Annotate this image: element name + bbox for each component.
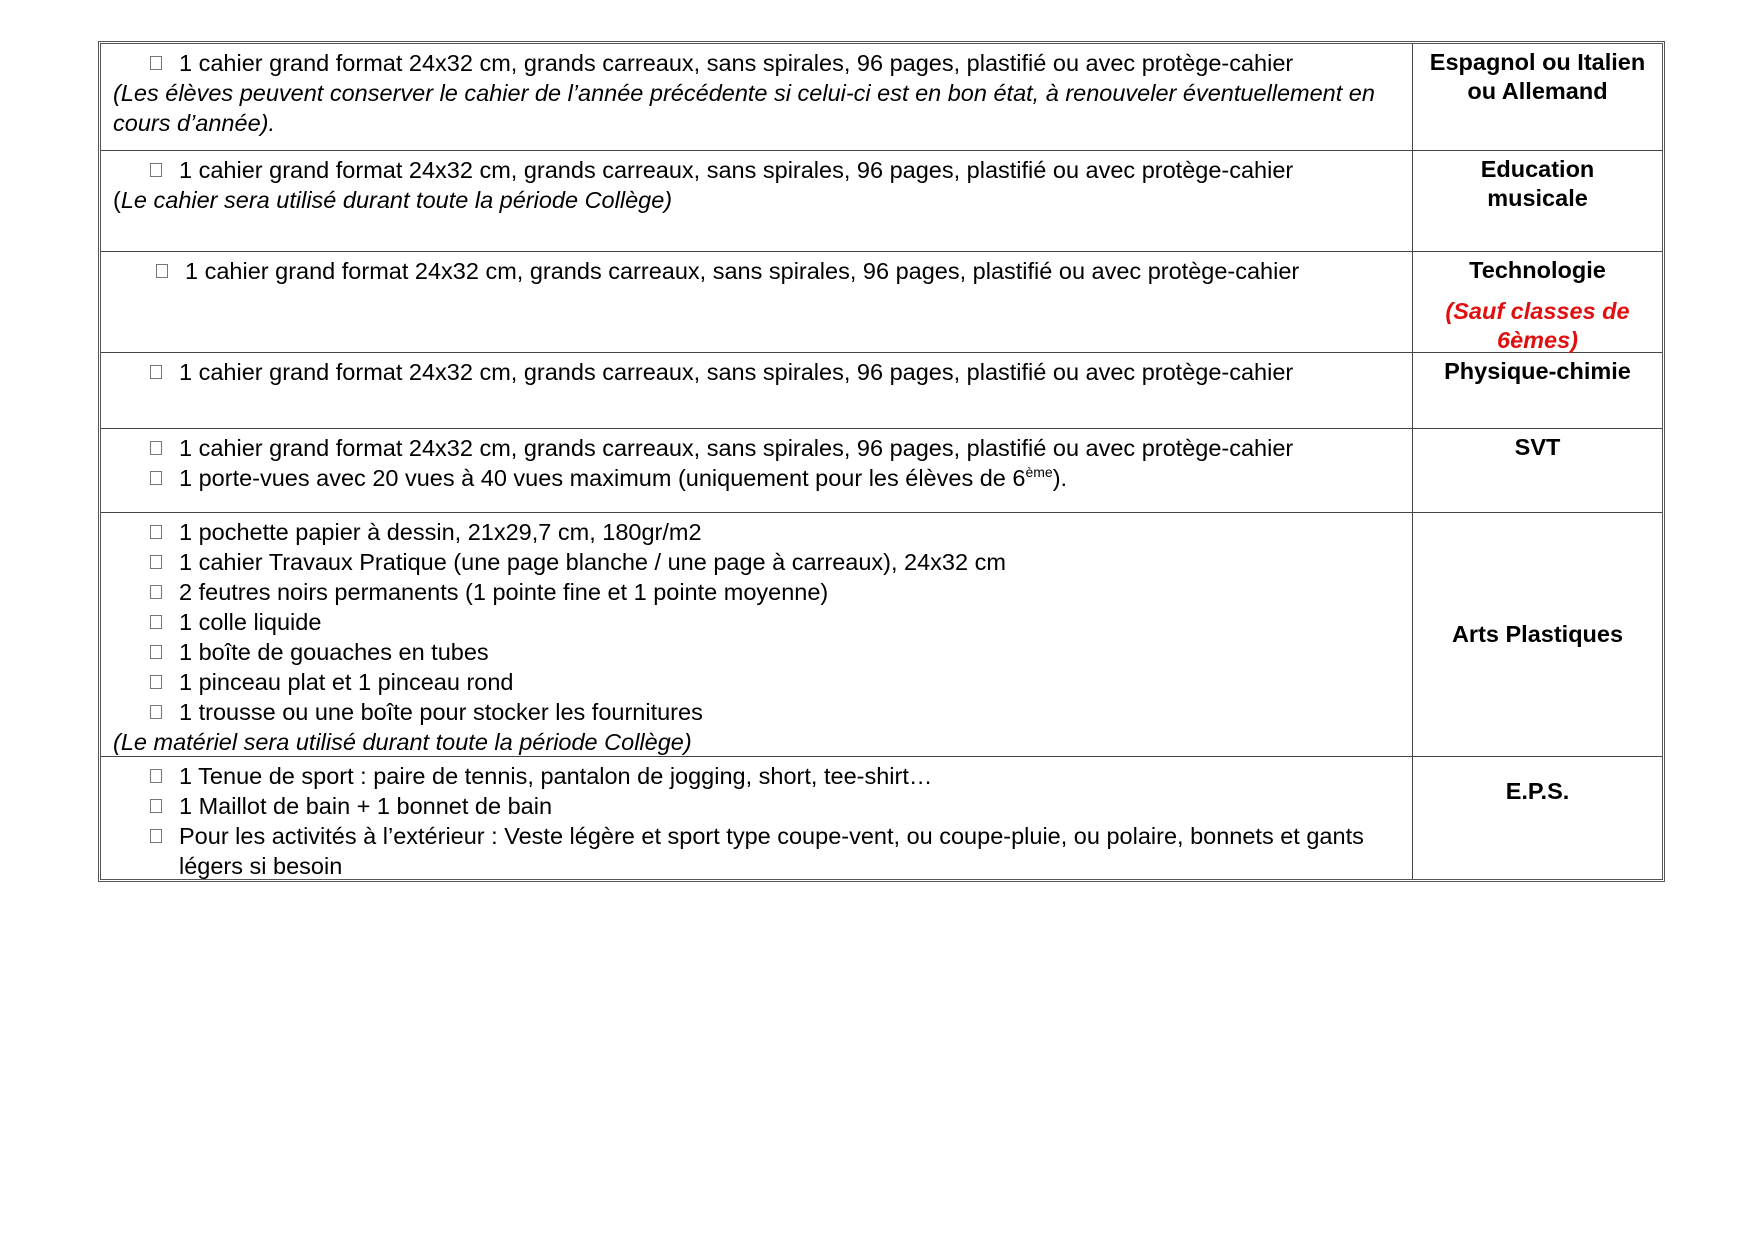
list-item: 2 feutres noirs permanents (1 pointe fine et 1 pointe moyenne) <box>113 577 1400 607</box>
checkbox-icon <box>156 264 168 278</box>
checkbox-icon <box>150 471 162 485</box>
checkbox-icon <box>150 441 162 455</box>
list-item: 1 cahier grand format 24x32 cm, grands carreaux, sans spirales, 96 pages, plastifié ou avec protège-cahier <box>113 48 1400 78</box>
table-row <box>101 757 1662 879</box>
subject-label: E.P.S. <box>1505 778 1570 804</box>
subject-label: Physique-chimie <box>1444 358 1631 384</box>
list-item: 1 cahier grand format 24x32 cm, grands carreaux, sans spirales, 96 pages, plastifié ou avec protège-cahier <box>113 357 1400 387</box>
list-item: 1 pochette papier à dessin, 21x29,7 cm, 180gr/m2 <box>113 517 1400 547</box>
checkbox-icon <box>150 705 162 719</box>
subject-label: Espagnol ou Italien ou Allemand <box>1429 49 1646 104</box>
subject-label: Education musicale <box>1480 156 1595 211</box>
list-item: 1 Tenue de sport : paire de tennis, pantalon de jogging, short, tee-shirt… <box>113 761 1400 791</box>
checkbox-icon <box>150 163 162 177</box>
supplies-cell <box>101 757 1413 879</box>
supplies-cell <box>101 252 1413 352</box>
supplies-cell <box>101 353 1413 428</box>
note-text: (Les élèves peuvent conserver le cahier de l’année précédente si celui-ci est en bon état, à renouveler éventuellement en cours d’année). <box>113 80 1375 136</box>
checkbox-icon <box>150 799 162 813</box>
table-row <box>101 353 1662 429</box>
checkbox-icon <box>150 675 162 689</box>
checkbox-icon <box>150 525 162 539</box>
checkbox-icon <box>150 645 162 659</box>
checkbox-icon <box>150 615 162 629</box>
table-row <box>101 252 1662 353</box>
supplies-table <box>98 41 1665 882</box>
list-item: 1 pinceau plat et 1 pinceau rond <box>113 667 1400 697</box>
subject-note: (Sauf classes de 6èmes) <box>1445 298 1630 353</box>
table-row <box>101 151 1662 252</box>
supplies-cell <box>101 151 1413 251</box>
table-row <box>101 429 1662 513</box>
list-item: 1 boîte de gouaches en tubes <box>113 637 1400 667</box>
checkbox-icon <box>150 555 162 569</box>
list-item: 1 cahier grand format 24x32 cm, grands carreaux, sans spirales, 96 pages, plastifié ou avec protège-cahier <box>113 433 1400 463</box>
list-item: 1 cahier grand format 24x32 cm, grands carreaux, sans spirales, 96 pages, plastifié ou avec protège-cahier <box>113 256 1400 286</box>
supplies-cell <box>101 513 1413 756</box>
subject-label: Technologie <box>1469 257 1606 283</box>
checkbox-icon <box>150 769 162 783</box>
list-item: 1 cahier grand format 24x32 cm, grands carreaux, sans spirales, 96 pages, plastifié ou avec protège-cahier <box>113 155 1400 185</box>
table-row <box>101 513 1662 757</box>
list-item: 1 cahier Travaux Pratique (une page blanche / une page à carreaux), 24x32 cm <box>113 547 1400 577</box>
checkbox-icon <box>150 56 162 70</box>
note-text: (Le cahier sera utilisé durant toute la période Collège) <box>113 187 673 213</box>
list-item: 1 colle liquide <box>113 607 1400 637</box>
subject-label: Arts Plastiques <box>1451 621 1624 647</box>
list-item: Pour les activités à l’extérieur : Veste légère et sport type coupe-vent, ou coupe-pluie, ou polaire, bonnets et gants légers si besoin <box>113 821 1400 881</box>
list-item: 1 porte-vues avec 20 vues à 40 vues maximum (uniquement pour les élèves de 6ème). <box>113 463 1400 493</box>
list-item: 1 trousse ou une boîte pour stocker les fournitures <box>113 697 1400 727</box>
note-text: (Le matériel sera utilisé durant toute la période Collège) <box>113 729 692 755</box>
supplies-cell <box>101 429 1413 512</box>
supplies-cell <box>101 44 1413 150</box>
table-row <box>101 44 1662 151</box>
subject-cell <box>1413 252 1662 352</box>
checkbox-icon <box>150 829 162 843</box>
subject-label: SVT <box>1514 434 1561 460</box>
list-item: 1 Maillot de bain + 1 bonnet de bain <box>113 791 1400 821</box>
checkbox-icon <box>150 365 162 379</box>
checkbox-icon <box>150 585 162 599</box>
